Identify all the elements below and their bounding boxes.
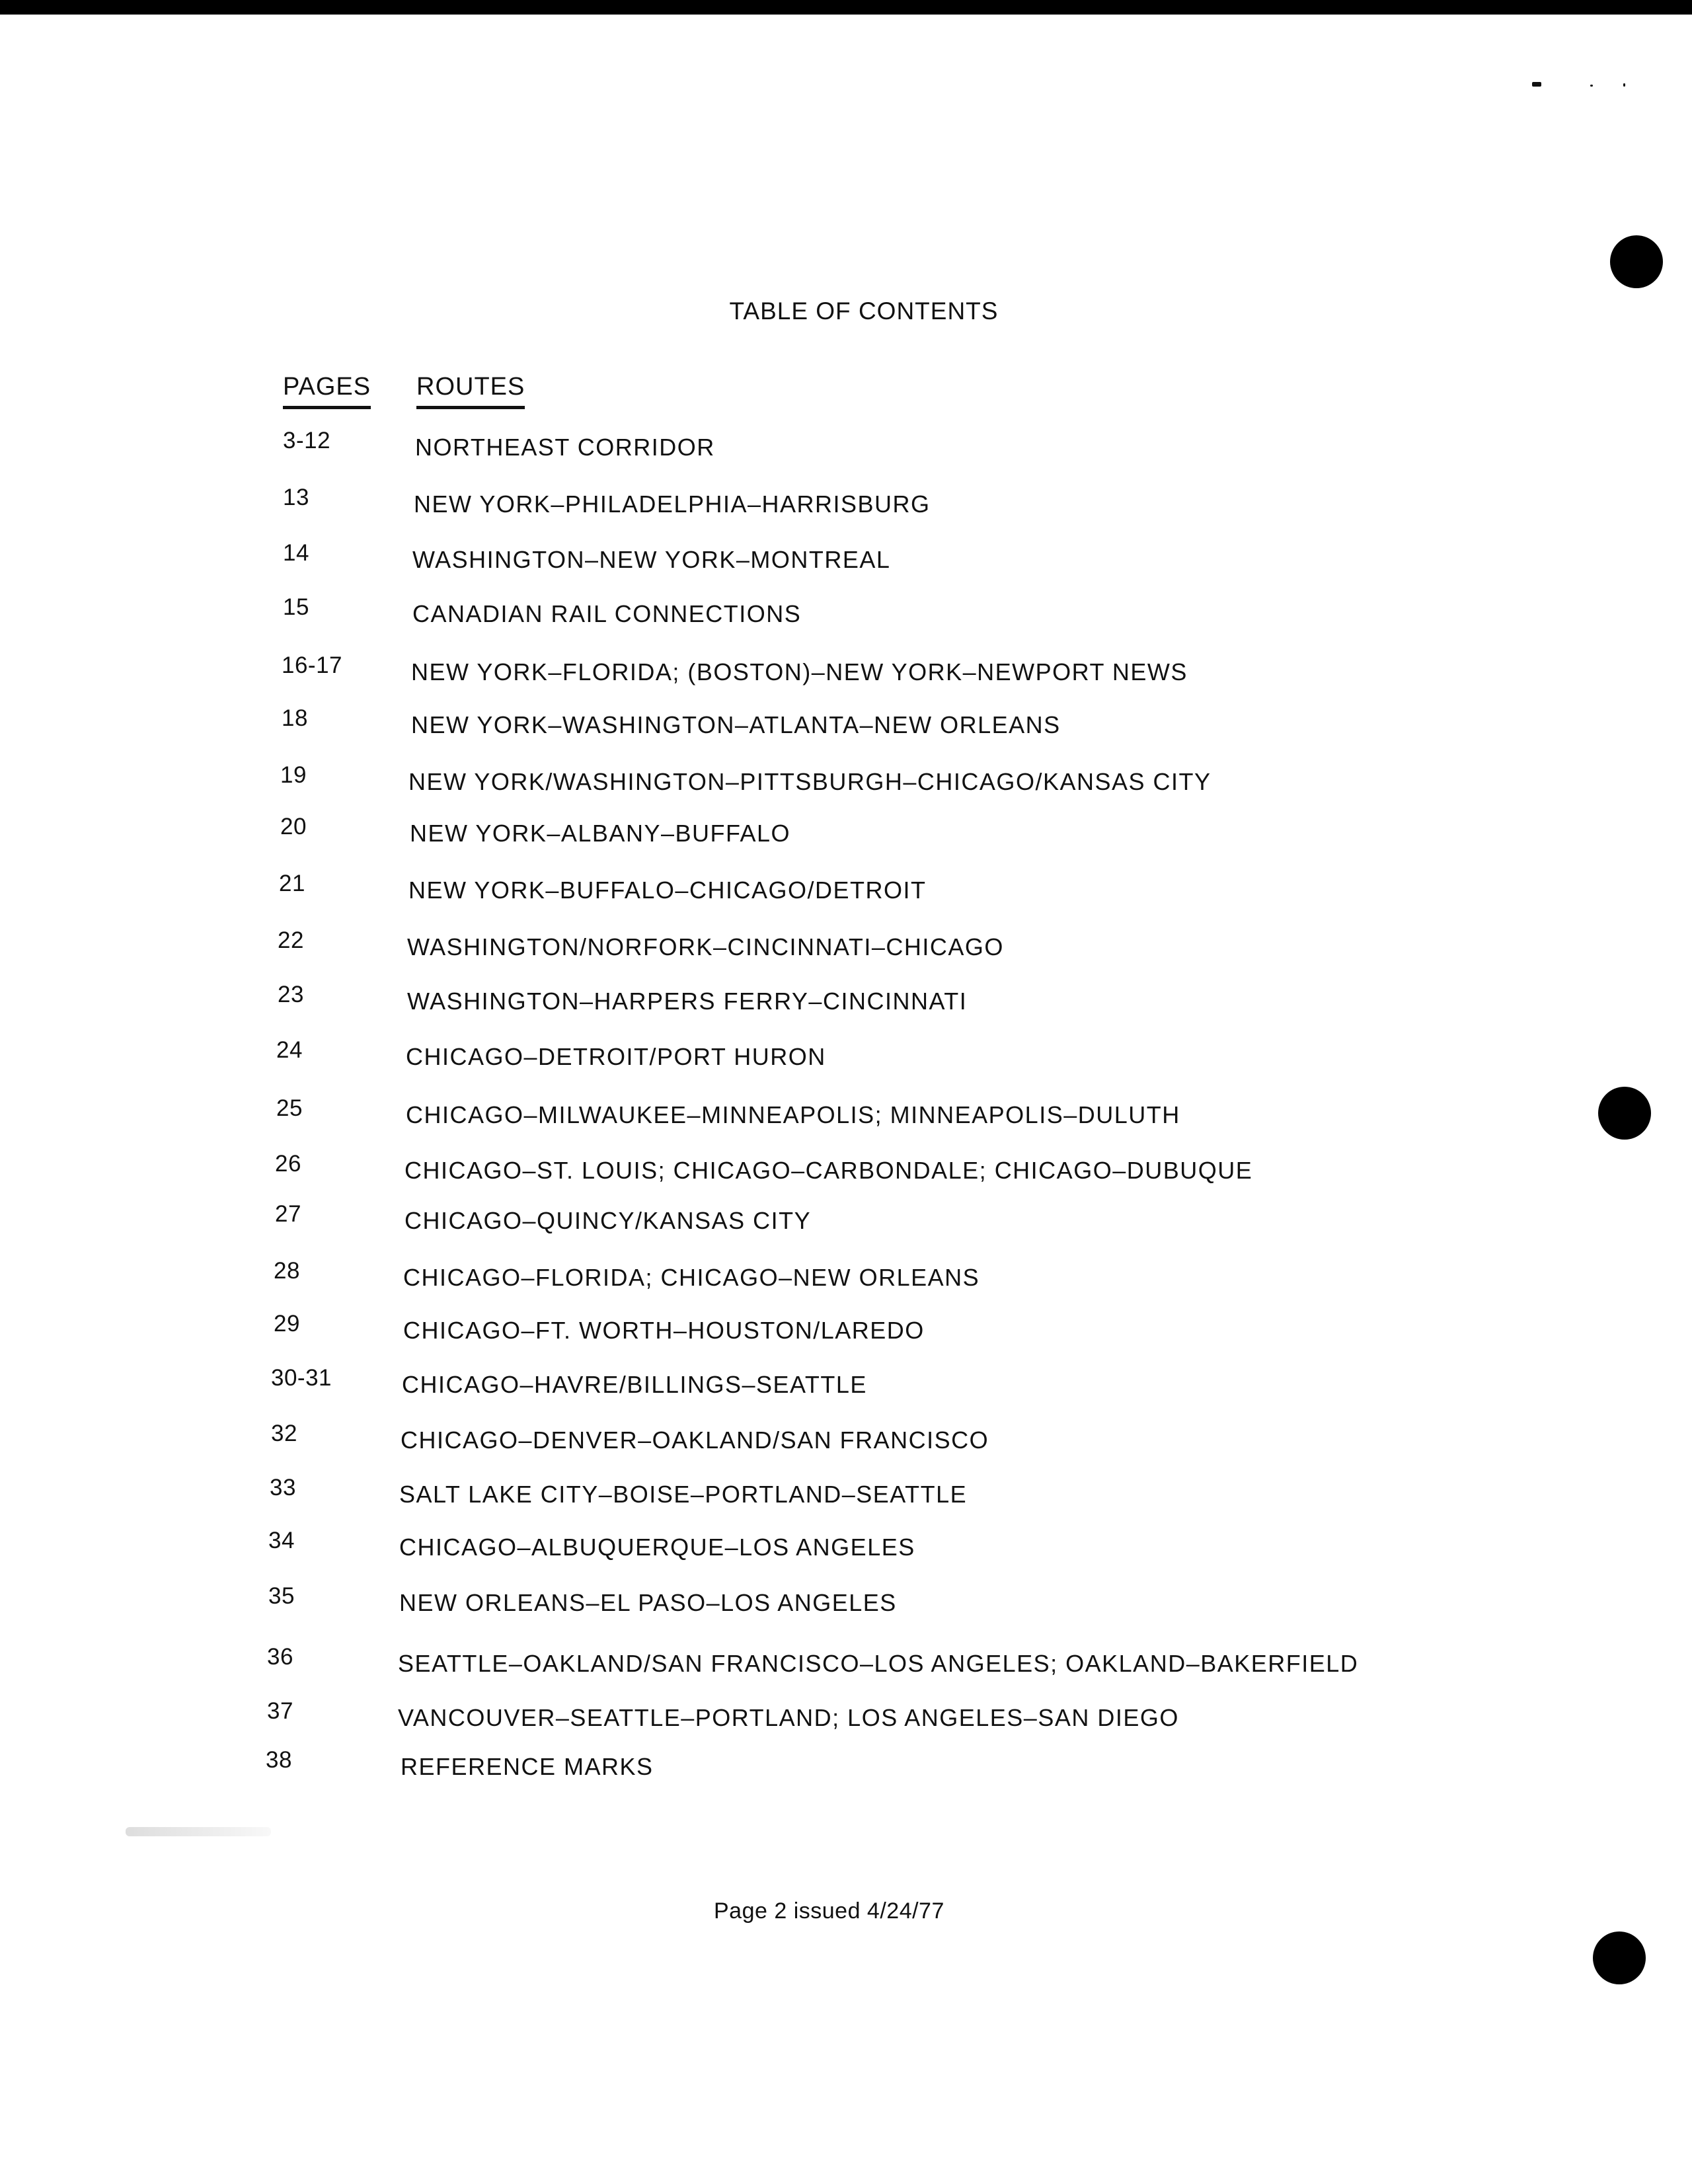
toc-entry-route: CHICAGO–HAVRE/BILLINGS–SEATTLE [402, 1371, 867, 1398]
pages-column-header: PAGES [283, 373, 371, 409]
routes-column-header: ROUTES [416, 373, 525, 409]
toc-entry-pages: 33 [270, 1475, 296, 1501]
toc-entry-pages: 21 [279, 871, 305, 896]
toc-entry-route: CHICAGO–ALBUQUERQUE–LOS ANGELES [399, 1534, 915, 1561]
toc-entry-pages: 25 [276, 1095, 303, 1121]
toc-entry-route: CHICAGO–MILWAUKEE–MINNEAPOLIS; MINNEAPOLIS–DULUTH [406, 1101, 1180, 1128]
toc-entry-route: NEW YORK–BUFFALO–CHICAGO/DETROIT [408, 877, 927, 904]
toc-entry-pages: 30-31 [271, 1365, 332, 1391]
page-title: TABLE OF CONTENTS [729, 297, 999, 325]
toc-entry-pages: 32 [271, 1421, 297, 1446]
toc-entry-pages: 28 [274, 1258, 300, 1284]
toc-entry-pages: 38 [266, 1747, 292, 1773]
toc-entry-pages: 26 [275, 1151, 301, 1177]
toc-entry-pages: 36 [267, 1644, 293, 1670]
toc-entry-route: NEW YORK–WASHINGTON–ATLANTA–NEW ORLEANS [411, 711, 1061, 738]
toc-entry-pages: 16-17 [282, 652, 343, 678]
toc-entry-pages: 34 [268, 1528, 295, 1553]
toc-entry-route: CHICAGO–FLORIDA; CHICAGO–NEW ORLEANS [403, 1264, 980, 1291]
toc-entry-pages: 19 [280, 762, 307, 788]
toc-entry-route: CHICAGO–QUINCY/KANSAS CITY [404, 1207, 812, 1234]
toc-entry-route: WASHINGTON–HARPERS FERRY–CINCINNATI [407, 988, 968, 1015]
toc-entry-route: NEW YORK–FLORIDA; (BOSTON)–NEW YORK–NEWPORT NEWS [411, 658, 1188, 685]
toc-entry-pages: 23 [278, 982, 304, 1007]
toc-entry-pages: 15 [283, 594, 309, 620]
toc-entry-route: CANADIAN RAIL CONNECTIONS [412, 600, 802, 627]
toc-entry-route: NORTHEAST CORRIDOR [415, 434, 715, 461]
toc-entry-route: CHICAGO–FT. WORTH–HOUSTON/LAREDO [403, 1317, 925, 1344]
toc-entry-pages: 22 [278, 927, 304, 953]
toc-entry-route: CHICAGO–ST. LOUIS; CHICAGO–CARBONDALE; CHICAGO–DUBUQUE [404, 1157, 1253, 1184]
toc-entry-route: WASHINGTON–NEW YORK–MONTREAL [412, 546, 891, 573]
toc-entry-pages: 24 [276, 1037, 303, 1063]
toc-entry-pages: 13 [283, 485, 309, 510]
toc-entry-pages: 3-12 [283, 428, 331, 453]
toc-entry-route: REFERENCE MARKS [401, 1753, 654, 1780]
page-footer: Page 2 issued 4/24/77 [714, 1898, 944, 1924]
toc-entry-pages: 37 [267, 1698, 293, 1724]
toc-entry-pages: 18 [282, 705, 308, 731]
toc-entry-route: SEATTLE–OAKLAND/SAN FRANCISCO–LOS ANGELES; OAKLAND–BAKERFIELD [398, 1650, 1359, 1677]
toc-entry-pages: 14 [283, 540, 309, 566]
toc-entry-route: CHICAGO–DETROIT/PORT HURON [406, 1043, 826, 1070]
toc-entry-route: SALT LAKE CITY–BOISE–PORTLAND–SEATTLE [399, 1481, 968, 1508]
toc-entry-route: NEW YORK/WASHINGTON–PITTSBURGH–CHICAGO/KANSAS CITY [408, 768, 1211, 795]
toc-entry-pages: 20 [280, 814, 307, 839]
toc-entry-route: NEW YORK–ALBANY–BUFFALO [410, 820, 791, 847]
toc-entry-route: VANCOUVER–SEATTLE–PORTLAND; LOS ANGELES–SAN DIEGO [398, 1704, 1179, 1731]
toc-entry-pages: 29 [274, 1311, 300, 1337]
toc-entry-pages: 35 [268, 1583, 295, 1609]
toc-entry-route: WASHINGTON/NORFORK–CINCINNATI–CHICAGO [407, 933, 1004, 960]
toc-entry-route: CHICAGO–DENVER–OAKLAND/SAN FRANCISCO [401, 1426, 989, 1454]
toc-entry-pages: 27 [275, 1201, 301, 1227]
toc-entry-route: NEW YORK–PHILADELPHIA–HARRISBURG [414, 490, 931, 518]
toc-entry-route: NEW ORLEANS–EL PASO–LOS ANGELES [399, 1589, 897, 1616]
scan-smudge [126, 1827, 271, 1836]
